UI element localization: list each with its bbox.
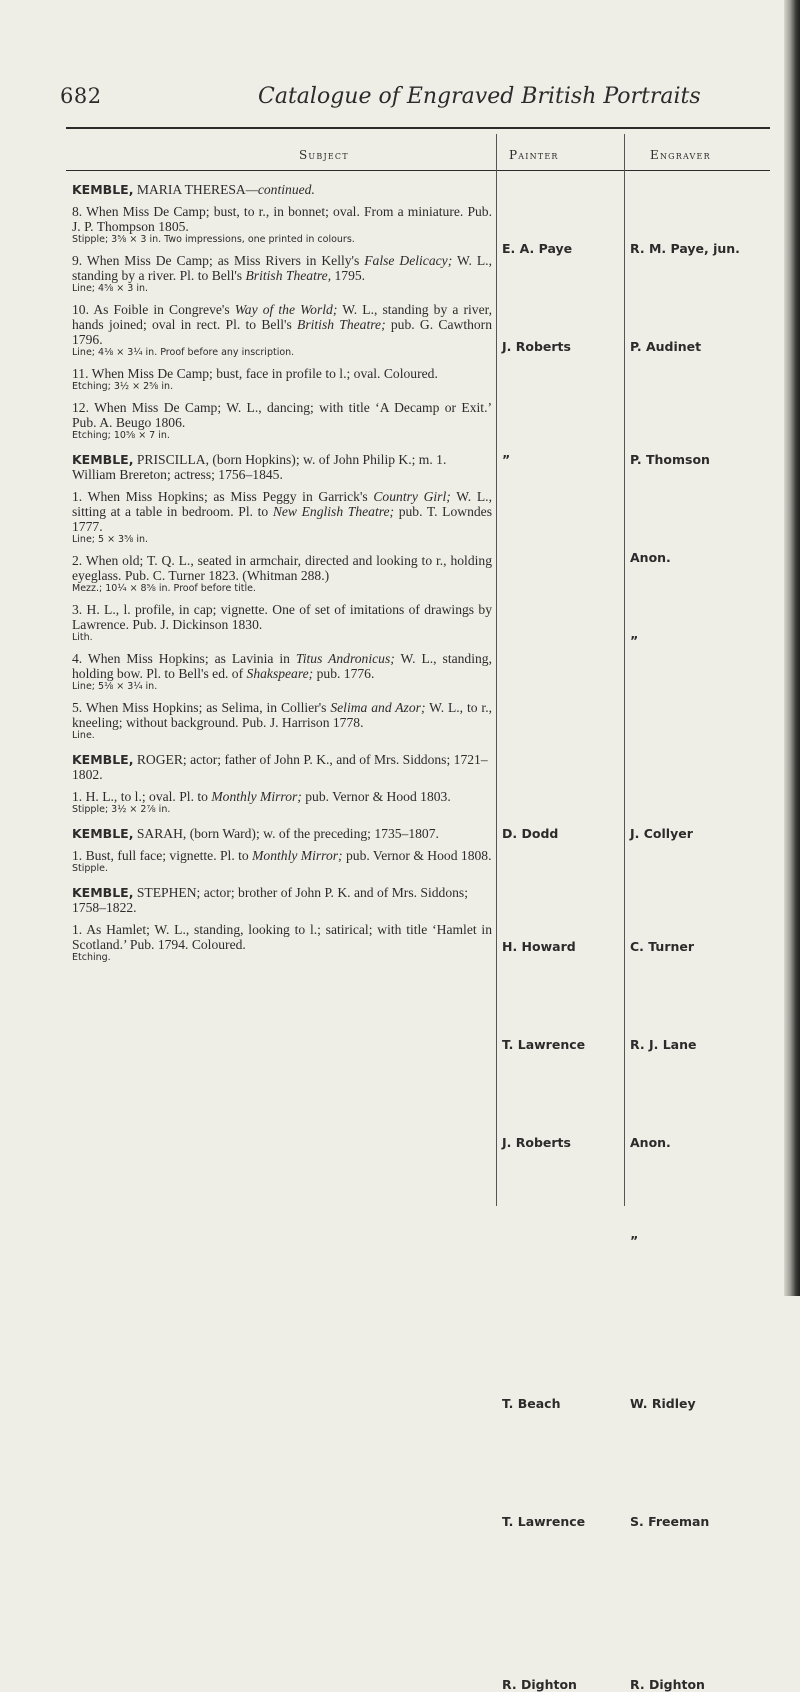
page-header (60, 84, 770, 114)
portrait-item (72, 253, 492, 295)
item-note: Etching; 10⅝ × 7 in. (72, 430, 170, 441)
portrait-item (72, 489, 492, 546)
column-headers (66, 134, 786, 174)
portrait-item (72, 366, 492, 393)
painter-ditto: ” (502, 452, 511, 467)
item-text: 1. As Hamlet; W. L., standing, looking to l.; satirical; with title ‘Hamlet in Scotland.’ Pub. 1794. Coloured. (72, 922, 492, 952)
engraver-name: Anon. (630, 550, 671, 565)
portrait-item (72, 302, 492, 359)
item-note: Stipple; 3½ × 2⅞ in. (72, 804, 171, 815)
item-text: 10. As Foible in Congreve's (72, 302, 235, 317)
sitter-description: STEPHEN; actor; brother of John P. K. and of Mrs. Siddons; 1758–1822. (72, 885, 469, 915)
item-text: 8. When Miss De Camp; bust, to r., in bonnet; oval. From a miniature. Pub. J. P. Thompson 1805. (72, 204, 492, 234)
portrait-item (72, 204, 492, 246)
sitter-description: PRISCILLA, (born Hopkins); w. of John Philip K.; m. 1. William Brereton; actress; 1756–1845. (72, 452, 447, 482)
item-text: 5. When Miss Hopkins; as Selima, in Collier's (72, 700, 331, 715)
painter-name: J. Roberts (502, 339, 571, 354)
column-header-subject: Subject (299, 148, 349, 162)
portrait-item (72, 700, 492, 742)
painter-name: T. Beach (502, 1396, 561, 1411)
engraver-name: C. Turner (630, 939, 695, 954)
page-edge-shadow (784, 0, 800, 1296)
portrait-item (72, 602, 492, 644)
portrait-item (72, 400, 492, 442)
engraver-name: R. M. Paye, jun. (630, 241, 740, 256)
sitter-heading (72, 885, 492, 915)
sitter-heading (72, 452, 492, 482)
item-text: 1. Bust, full face; vignette. Pl. to (72, 848, 253, 863)
painter-name: T. Lawrence (502, 1514, 586, 1529)
item-text-italic: Monthly Mirror; (211, 789, 302, 804)
item-note: Line. (72, 730, 95, 741)
item-text: 1795. (331, 268, 366, 283)
portrait-item (72, 651, 492, 693)
item-text: W. L., to r., kneeling; without background. Pub. J. Harrison 1778. (72, 700, 492, 730)
portrait-item (72, 922, 492, 964)
sitter-surname: KEMBLE, (72, 885, 134, 900)
item-note: Stipple; 3⅝ × 3 in. Two impressions, one printed in colours. (72, 234, 355, 245)
item-text: 12. When Miss De Camp; W. L., dancing; with title ‘A Decamp or Exit.’ Pub. A. Beugo 1806. (72, 400, 492, 430)
sitter-description: MARIA THERESA (136, 182, 246, 197)
item-text-italic: Titus Andronicus; (295, 651, 395, 666)
engraver-ditto: ” (630, 633, 639, 648)
top-rule (66, 127, 770, 129)
sitter-description: SARAH, (born Ward); w. of the preceding; 1735–1807. (136, 826, 439, 841)
item-note: Line; 4⅝ × 3 in. (72, 283, 149, 294)
item-text-italic: Way of the World; (234, 302, 338, 317)
item-text-italic: Selima and Azor; (330, 700, 426, 715)
sitter-surname: KEMBLE, (72, 752, 134, 767)
item-note: Mezz.; 10¼ × 8⅝ in. Proof before title. (72, 583, 256, 594)
engraver-name: R. J. Lane (630, 1037, 697, 1052)
item-note: Line; 4⅛ × 3¼ in. Proof before any inscription. (72, 347, 295, 358)
item-text: W. L., standing by a river. Pl. to Bell's (72, 253, 492, 283)
sitter-surname: KEMBLE, (72, 826, 134, 841)
painter-name: T. Lawrence (502, 1037, 586, 1052)
engraver-name: P. Audinet (630, 339, 702, 354)
item-text: 3. H. L., l. profile, in cap; vignette. One of set of imitations of drawings by Lawrence. Pub. J. Dickinson 1830. (72, 602, 492, 632)
painter-name: H. Howard (502, 939, 576, 954)
item-note: Line; 5⅛ × 3¼ in. (72, 681, 158, 692)
item-text-italic: Country Girl; (373, 489, 451, 504)
item-text-italic: British Theatre, (245, 268, 332, 283)
sitter-heading (72, 826, 492, 841)
page-number: 682 (60, 84, 102, 108)
engraver-name: J. Collyer (630, 826, 693, 841)
item-text: 9. When Miss De Camp; as Miss Rivers in Kelly's (72, 253, 365, 268)
item-text: pub. Vernor & Hood 1803. (301, 789, 451, 804)
item-text: 1. When Miss Hopkins; as Miss Peggy in Garrick's (72, 489, 374, 504)
sitter-description: ROGER; actor; father of John P. K., and of Mrs. Siddons; 1721–1802. (72, 752, 488, 782)
item-text: W. L., sitting at a table in bedroom. Pl. to (72, 489, 492, 519)
item-note: Etching; 3½ × 2⅝ in. (72, 381, 174, 392)
running-title: Catalogue of Engraved British Portraits (258, 84, 701, 109)
item-note: Line; 5 × 3⅝ in. (72, 534, 149, 545)
engraver-ditto: ” (630, 1233, 639, 1248)
item-text: 11. When Miss De Camp; bust, face in profile to l.; oval. Coloured. (72, 366, 438, 381)
item-text: pub. Vernor & Hood 1808. (342, 848, 492, 863)
portrait-item (72, 789, 492, 816)
sitter-heading (72, 182, 492, 197)
item-text: 2. When old; T. Q. L., seated in armchair, directed and looking to r., holding eyeglass. Pub. C. Turner 1823. (Whitman 288.) (72, 553, 492, 583)
item-note: Stipple. (72, 863, 108, 874)
engraver-name: S. Freeman (630, 1514, 710, 1529)
portrait-item (72, 848, 492, 875)
engraver-name: W. Ridley (630, 1396, 696, 1411)
portrait-item (72, 553, 492, 595)
sitter-heading (72, 752, 492, 782)
engraver-name: Anon. (630, 1135, 671, 1150)
painter-name: D. Dodd (502, 826, 559, 841)
painter-name: R. Dighton (502, 1677, 577, 1692)
painter-name: J. Roberts (502, 1135, 571, 1150)
sitter-surname: KEMBLE, (72, 452, 134, 467)
column-divider-painter (496, 134, 497, 1206)
item-text-italic: Shakspeare; (246, 666, 314, 681)
item-text: pub. T. Lowndes 1777. (72, 504, 493, 534)
header-rule (66, 170, 770, 171)
item-text: W. L., standing, holding bow. Pl. to Bell's ed. of (72, 651, 492, 681)
item-text: 4. When Miss Hopkins; as Lavinia in (72, 651, 296, 666)
column-header-engraver: Engraver (650, 148, 711, 162)
engraver-name: R. Dighton (630, 1677, 705, 1692)
item-text: 1. H. L., to l.; oval. Pl. to (72, 789, 212, 804)
column-header-painter: Painter (509, 148, 559, 162)
column-divider-engraver (624, 134, 625, 1206)
item-text-italic: Monthly Mirror; (252, 848, 343, 863)
sitter-surname: KEMBLE, (72, 182, 134, 197)
item-text: W. L., standing by a river, hands joined; oval in rect. Pl. to Bell's (72, 302, 492, 332)
item-text-italic: British Theatre; (297, 317, 386, 332)
item-note: Lith. (72, 632, 93, 643)
item-text-italic: New English Theatre; (272, 504, 395, 519)
painter-name: E. A. Paye (502, 241, 573, 256)
item-note: Etching. (72, 952, 111, 963)
catalogue-entries (72, 182, 492, 964)
item-text: pub. G. Cawthorn 1796. (72, 317, 493, 347)
sitter-continued: —continued. (245, 182, 315, 197)
item-text-italic: False Delicacy; (364, 253, 453, 268)
engraver-name: P. Thomson (630, 452, 710, 467)
item-text: pub. 1776. (313, 666, 375, 681)
